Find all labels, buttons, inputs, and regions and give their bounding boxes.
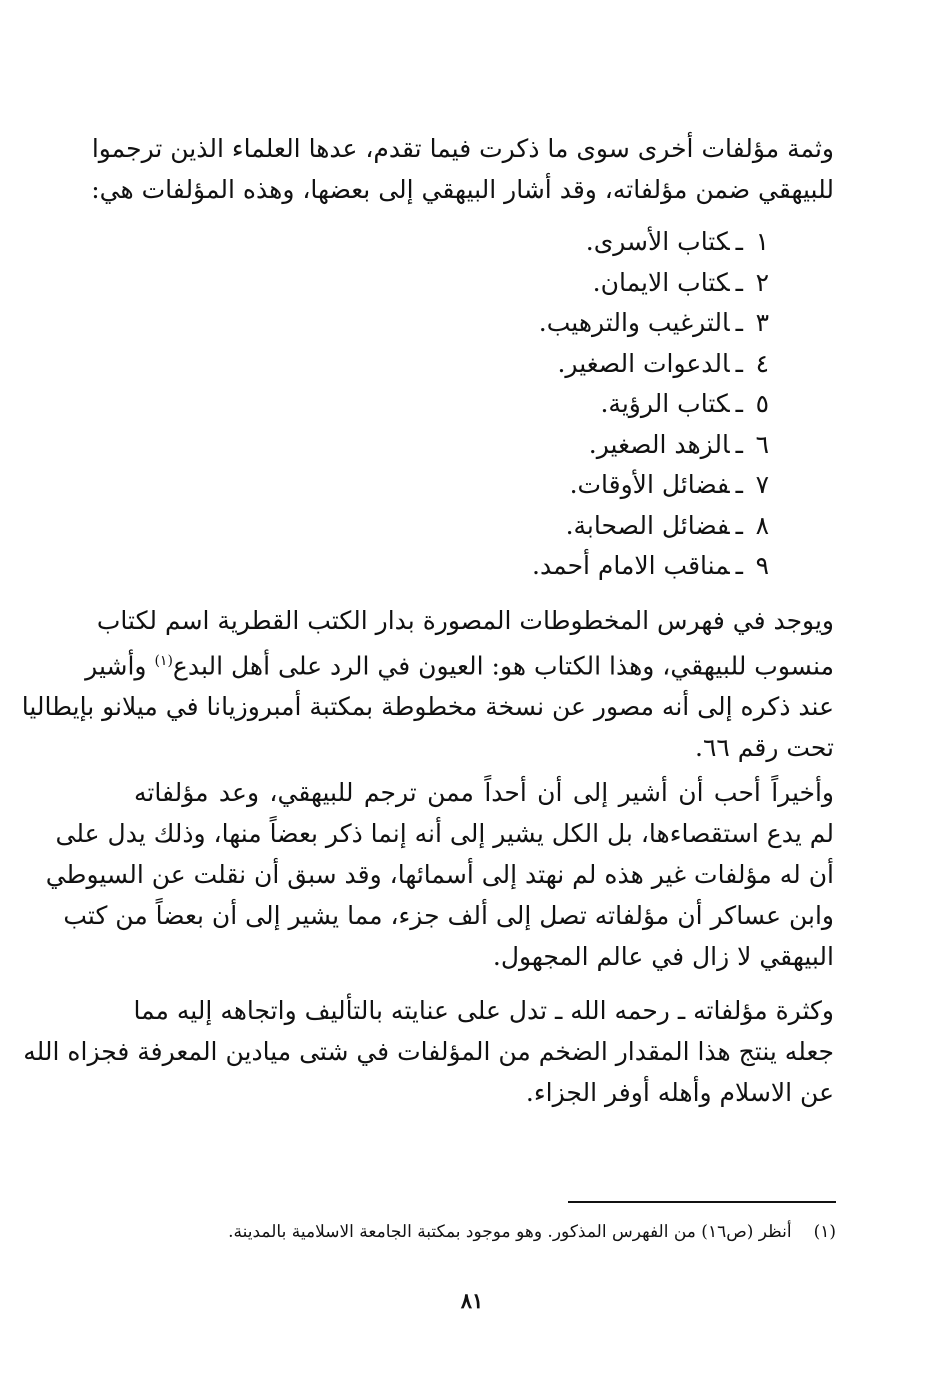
finally-line-2: لم يدع استقصاءها، بل الكل يشير إلى أنه إنما ذكر بعضاً منها، وذلك يدل على	[55, 819, 834, 848]
footnote-marker: (١)	[154, 653, 173, 669]
page-number: ٨١	[460, 1288, 484, 1313]
list-item: ٢ـكتاب الايمان.	[592, 267, 769, 297]
list-item: ٨ـفضائل الصحابة.	[565, 510, 769, 540]
manuscript-line-3: عند ذكره إلى أنه مصور عن نسخة مخطوطة بمكتبة أمبروزيانا في ميلانو بإيطاليا	[21, 692, 834, 722]
intro-line-2: للبيهقي ضمن مؤلفاته، وقد أشار البيهقي إلى بعضها، وهذه المؤلفات هي:	[91, 175, 834, 204]
manuscript-paragraph	[21, 600, 834, 768]
list-item: ٦ـالزهد الصغير.	[588, 429, 769, 459]
abundance-line-1: وكثرة مؤلفاته ـ رحمه الله ـ تدل على عنايته بالتأليف واتجاهه إليه مما	[133, 996, 834, 1025]
manuscript-line-4: تحت رقم ٦٦.	[694, 733, 834, 763]
finally-line-4: وابن عساكر أن مؤلفاته تصل إلى ألف جزء، مما يشير إلى أن بعضاً من كتب	[63, 901, 834, 930]
list-item: ٥ـكتاب الرؤية.	[600, 389, 769, 418]
abundance-paragraph	[23, 990, 834, 1113]
list-item: ٤ـالدعوات الصغير.	[557, 348, 769, 378]
intro-paragraph	[91, 128, 834, 210]
manuscript-line-2: منسوب للبيهقي، وهذا الكتاب هو: العيون في الرد على أهل البدع$^{(١)}$ وأشير	[85, 651, 834, 681]
intro-line-1: وثمة مؤلفات أخرى سوى ما ذكرت فيما تقدم، عدها العلماء الذين ترجموا	[91, 134, 834, 163]
footnote-separator	[568, 1201, 836, 1203]
abundance-line-3: عن الاسلام وأهله أوفر الجزاء.	[525, 1078, 834, 1107]
footnote	[228, 1218, 836, 1246]
footnote-text: أنظر (ص١٦) من الفهرس المذكور. وهو موجود بمكتبة الجامعة الاسلامية بالمدينة.	[228, 1222, 792, 1242]
footnote-number: (١)	[813, 1222, 836, 1242]
finally-line-3: أن له مؤلفات غير هذه لم نهتد إلى أسمائها، وقد سبق أن نقلت عن السيوطي	[45, 860, 834, 889]
list-item: ٩ـمناقب الامام أحمد.	[532, 551, 769, 580]
abundance-line-2: جعله ينتج هذا المقدار الضخم من المؤلفات في شتى ميادين المعرفة فجزاه الله	[23, 1037, 834, 1066]
works-list	[532, 222, 769, 587]
finally-line-1: وأخيراً أحب أن أشير إلى أن أحداً ممن ترجم للبيهقي، وعد مؤلفاته	[134, 778, 834, 807]
finally-line-5: البيهقي لا زال في عالم المجهول.	[492, 942, 834, 971]
manuscript-line-1: ويوجد في فهرس المخطوطات المصورة بدار الكتب القطرية اسم لكتاب	[96, 606, 834, 635]
finally-paragraph	[45, 772, 834, 977]
list-item: ١ـكتاب الأسرى.	[585, 227, 769, 256]
list-item: ٣ـالترغيب والترهيب.	[538, 308, 769, 337]
list-item: ٧ـفضائل الأوقات.	[569, 470, 769, 499]
